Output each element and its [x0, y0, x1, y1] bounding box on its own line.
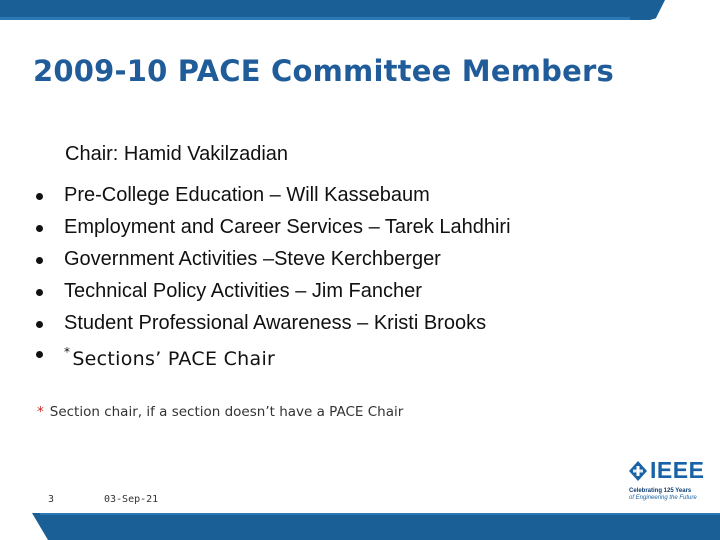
footnote: [37, 404, 403, 420]
bullet-icon: [36, 321, 43, 328]
list-item-text: Pre-College Education – Will Kassebaum: [64, 184, 430, 206]
list-item-text: [64, 345, 275, 370]
ieee-tagline-line2: of Engineering the Future: [629, 495, 697, 501]
bullet-icon: [36, 257, 43, 264]
bullet-icon: [36, 351, 43, 358]
ieee-tagline-line1: Celebrating 125 Years: [629, 488, 692, 494]
list-item-text: Student Professional Awareness – Kristi Brooks: [64, 312, 487, 334]
page-number: 3: [48, 494, 55, 505]
bullet-icon: [36, 225, 43, 232]
list-item-text: Government Activities –Steve Kerchberger: [64, 248, 441, 270]
ieee-wordmark: IEEE: [650, 457, 705, 483]
footnote-marker: *: [64, 345, 71, 359]
list-item-text: Technical Policy Activities – Jim Fancher: [64, 280, 422, 302]
list-item-text: Employment and Career Services – Tarek Lahdhiri: [64, 216, 511, 238]
top-banner-bar: [0, 0, 720, 20]
ieee-logo: [628, 457, 708, 504]
ieee-diamond-icon: [628, 460, 648, 482]
ieee-tagline: [629, 488, 709, 502]
slide-date: 03-Sep-21: [104, 494, 159, 505]
list-item-label: Sections’ PACE Chair: [72, 348, 276, 370]
slide-title: 2009-10 PACE Committee Members: [33, 54, 614, 88]
footnote-star: *: [37, 404, 44, 420]
chair-line: Chair: Hamid Vakilzadian: [65, 143, 289, 165]
bullet-icon: [36, 289, 43, 296]
footnote-text: Section chair, if a section doesn’t have a PACE Chair: [49, 404, 404, 420]
bullet-icon: [36, 193, 43, 200]
bottom-banner-bar: [0, 513, 720, 540]
